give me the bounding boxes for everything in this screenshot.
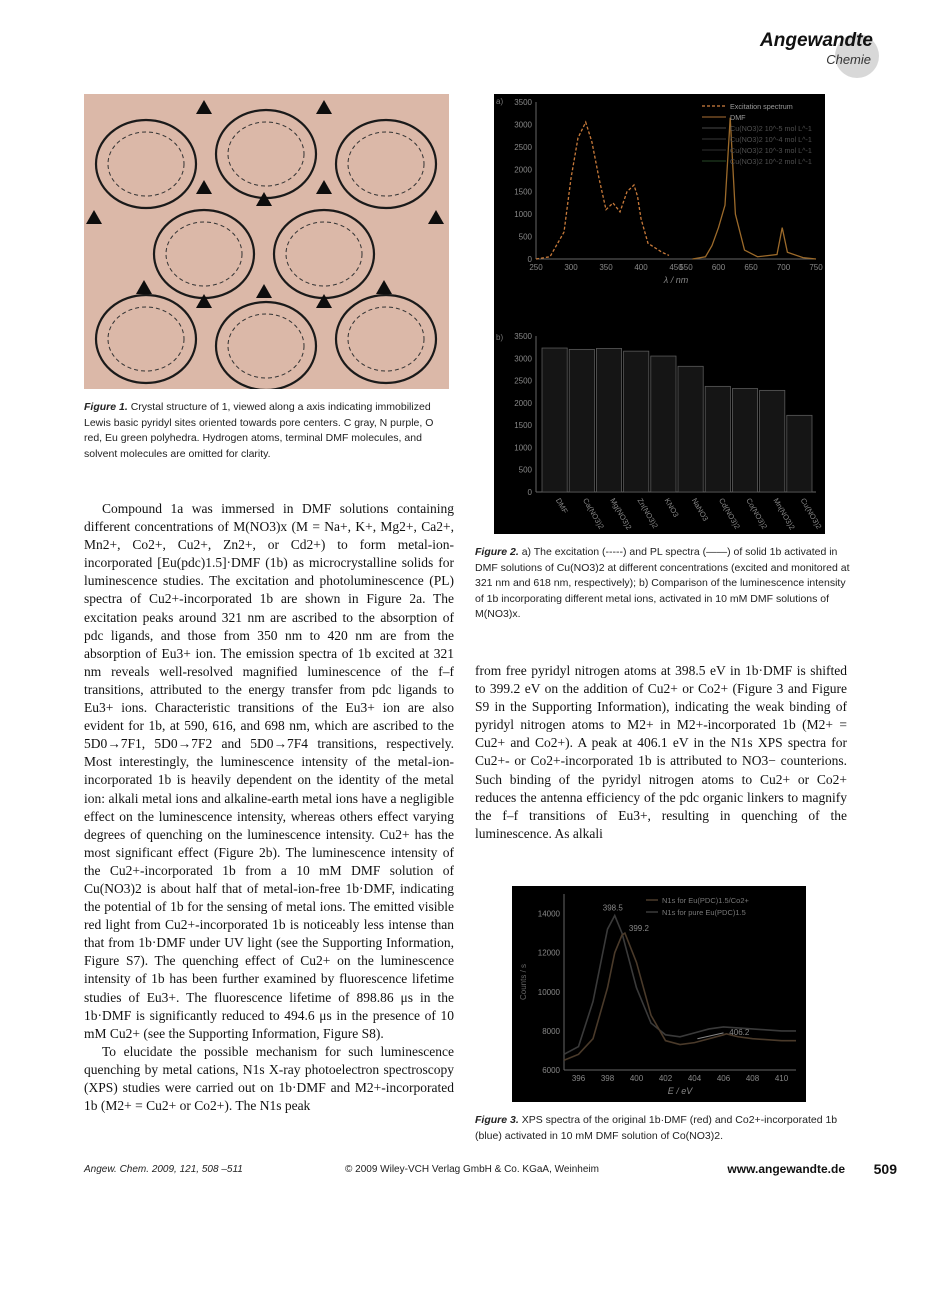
- fig3-y-tick-label: 6000: [542, 1066, 560, 1075]
- figure2-caption: [475, 545, 855, 623]
- fig3-x-tick-label: 398: [600, 1074, 615, 1083]
- fig3-x-tick-label: 404: [687, 1074, 702, 1083]
- fig2b-y-tick-label: 500: [518, 465, 532, 475]
- fig2b-y-tick-label: 3500: [514, 332, 532, 341]
- fig3-y-tick-label: 10000: [537, 987, 560, 997]
- fig2b-category-label: Ca(NO3)2: [581, 496, 606, 531]
- fig3-x-tick-label: 402: [658, 1074, 673, 1083]
- fig3-y-tick-label: 12000: [537, 948, 560, 958]
- fig3-y-tick-label: 8000: [542, 1026, 560, 1036]
- fig2a-x-tick-label: 250: [529, 263, 543, 272]
- fig2b-y-tick-label: 3000: [514, 354, 532, 364]
- fig2a-x-tick-label: 350: [599, 263, 613, 272]
- figure1-crystal-structure-image: [84, 94, 449, 389]
- fig2a-y-tick-label: 2000: [514, 165, 532, 175]
- figure2-svg: [494, 94, 825, 534]
- fig2b-y-tick-label: 1500: [514, 421, 532, 431]
- fig2a-x-tick-label: 700: [776, 263, 791, 272]
- fig2a-legend-entry: Cu(NO3)2 10^-5 mol L^-1: [730, 124, 812, 133]
- paragraph-compound-1a: Compound 1a was immersed in DMF solutions containing different concentrations of M(NO3)x (M = Na+, K+, Mg2+, Ca2+, Mn2+, Co2+, Cu2+, Zn2+, or Cd2+) to form metal-ion-incorporated [Eu(pdc)1.5]·DMF (1b) as microcrystalline solids for luminescence studies. The excitation and photoluminescence (PL) spectra of Cu2+-incorporated 1b are shown in Figure 2a. The excitation peaks around 321 nm are ascribed to the absorption of pdc ligands, and those from 350 nm to 420 nm are from the absorption of Eu3+ ion. The emission spectra of 1b excited at 321 nm reveals well-resolved magnified luminescence of the f–f transitions, attributed to the energy transfer from pdc ligands to Eu3+ ions. Characteristic transitions of the Eu3+ ion are also evident for 1b, at 590, 616, and 698 nm, which are ascribed to the 5D0→7F1, 5D0→7F2 and 5D0→7F4 transitions, respectively. Most interestingly, the luminescence intensity of the metal-ion-incorporated 1b is heavily dependent on the identity of the metal ion: alkali metal ions and alkaline-earth metal ions have a negligible effect on the luminescence intensity, whereas others effect varying degrees of quenching on the luminescence intensity. Cu2+ has the most significant effect (Figure 2b). The luminescence intensity of the Cu2+-incorporated 1b from a 10 mM DMF solution of Cu(NO3)2 is about half that of metal-ion-free 1b·DMF, indicating the potential of 1b for the sensing of metal ions. The emitted visible red light from Cu2+-incorporated 1b is noticeably less intense than that from 1b·DMF under UV light (see the Supporting Information, Figure S7). The quenching effect of Cu2+ on the luminescence intensity of 1b has been further examined by fluorescence lifetime studies of Eu3+. The fluorescence lifetime of 898.86 μs in the 1b·DMF is significantly reduced to 494.6 μs in the presence of 10 mM Cu2+ (see the Supporting Information, Figure S8).: [84, 501, 454, 1041]
- figure3-svg: [512, 886, 806, 1102]
- fig2a-y-tick-label: 1500: [514, 187, 532, 197]
- crystal-structure-graphic: [84, 94, 449, 389]
- fig2b-y-tick-label: 2500: [514, 376, 532, 386]
- fig2a-y-tick-label: 0: [527, 255, 532, 264]
- fig2b-bar: [678, 366, 703, 492]
- panel-a-label: a): [496, 97, 504, 106]
- fig2a-legend-entry: Cu(NO3)2 10^-4 mol L^-1: [730, 135, 812, 144]
- fig2a-y-tick-label: 500: [518, 232, 532, 242]
- fig3-annotation-398-5: 398.5: [602, 903, 623, 913]
- fig2a-legend-entry: DMF: [730, 113, 746, 122]
- fig3-y-tick-label: 14000: [537, 909, 560, 919]
- page-number: 509: [873, 1161, 897, 1177]
- figure2-chart: [494, 94, 825, 534]
- fig2b-category-label: Cd(NO3)2: [717, 496, 742, 531]
- fig3-x-axis-label: E / eV: [667, 1086, 693, 1096]
- fig3-x-tick-label: 408: [745, 1074, 760, 1083]
- figure1-label: Figure 1.: [84, 401, 128, 413]
- fig3-x-tick-label: 400: [629, 1074, 644, 1083]
- figure2-caption-text: a) The excitation (-----) and PL spectra (——) of solid 1b activated in DMF solutions of Cu(NO3)2 at different concentrations (excited and monitored at 321 nm and 618 nm, respectively); b) Comparison of the luminescence intensity of 1b incorporating different metal ions, activated in 10 mM DMF solutions of M(NO3)x.: [475, 546, 850, 620]
- fig2b-bar: [705, 386, 730, 492]
- figure3-caption: [475, 1113, 855, 1144]
- fig2b-category-label: Co(NO3)2: [744, 496, 770, 531]
- footer-citation: Angew. Chem. 2009, 121, 508 –511: [84, 1164, 243, 1175]
- fig2b-category-label: KNO3: [662, 496, 681, 519]
- figure1-caption-text: Crystal structure of 1, viewed along a axis indicating immobilized Lewis basic pyridyl sites oriented towards pore centers. C gray, N purple, O red, Eu green polyhedra. Hydrogen atoms, terminal DMF molecules, and solvent molecules are omitted for clarity.: [84, 401, 434, 460]
- pure-eu-pdc-xps-line: [564, 916, 796, 1055]
- fig2a-x-axis-label: λ / nm: [663, 275, 689, 285]
- fig2b-bar: [624, 351, 649, 492]
- fig2b-bar: [569, 349, 594, 492]
- fig2b-bar: [787, 415, 812, 492]
- fig2b-category-label: Mn(NO3)2: [771, 496, 797, 532]
- figure3-caption-text: XPS spectra of the original 1b·DMF (red) and Co2+-incorporated 1b (blue) activated in 10 mM DMF solution of Co(NO3)2.: [475, 1114, 838, 1142]
- fig2a-x-tick-label: 400: [634, 263, 648, 272]
- journal-name: Angewandte: [760, 30, 873, 51]
- footer-url[interactable]: www.angewandte.de: [727, 1162, 845, 1176]
- footer-copyright: © 2009 Wiley-VCH Verlag GmbH & Co. KGaA, Weinheim: [345, 1164, 599, 1175]
- fig2b-y-tick-label: 1000: [514, 443, 532, 453]
- left-column-text: [84, 500, 454, 1115]
- fig2a-x-tick-label: 550: [679, 263, 693, 272]
- fig2b-category-label: Mg(NO3)2: [608, 496, 634, 532]
- fig2a-y-tick-label: 1000: [514, 210, 532, 220]
- fig2b-bar: [732, 389, 757, 492]
- journal-subname: Chemie: [826, 52, 871, 67]
- fig3-legend-entry: N1s for pure Eu(PDC)1.5: [662, 908, 746, 917]
- journal-logo: [760, 30, 897, 80]
- fig2a-x-tick-label: 450: [669, 263, 683, 272]
- fig2b-category-label: Zn(NO3)2: [635, 496, 660, 530]
- fig2b-bar: [651, 356, 676, 492]
- fig2b-bar: [596, 348, 621, 492]
- fig2b-category-label: Cu(NO3)2: [798, 496, 824, 531]
- fig2a-x-tick-label: 650: [744, 263, 758, 272]
- fig2b-bar: [760, 390, 785, 492]
- fig2a-legend-entry: Cu(NO3)2 10^-2 mol L^-1: [730, 157, 812, 166]
- paragraph-pyridyl-shift: from free pyridyl nitrogen atoms at 398.5 eV in 1b·DMF is shifted to 399.2 eV on the addition of Cu2+ or Co2+ (Figure 3 and Figure S9 in the Supporting Information), indicating the weak binding of pyridyl nitrogen atoms to M2+ in M2+-incorporated 1b (M2+ = Cu2+ and Co2+). A peak at 406.1 eV in the N1s XPS spectra for Cu2+- or Co2+-incorporated 1b is attributed to NO3− counterions. Such binding of the pyridyl nitrogen atoms to Cu2+ or Co2+ reduces the antenna efficiency of the pdc organic linkers to magnify the f–f transitions of Eu3+, resulting in quenching of the luminescence. As alkali: [475, 663, 847, 841]
- fig3-y-axis-label: Counts / s: [519, 963, 528, 1001]
- right-column-text: [475, 662, 847, 843]
- figure3-chart: [512, 886, 806, 1102]
- fig3-x-tick-label: 410: [774, 1074, 789, 1083]
- fig2b-y-tick-label: 0: [527, 488, 532, 497]
- fig2a-y-tick-label: 3500: [514, 98, 532, 107]
- co-incorporated-xps-line: [564, 933, 796, 1060]
- fig3-x-tick-label: 396: [571, 1074, 586, 1083]
- fig2a-legend-entry: Excitation spectrum: [730, 102, 793, 111]
- fig2a-y-tick-label: 2500: [514, 142, 532, 152]
- fig3-x-tick-label: 406: [716, 1074, 731, 1083]
- fig3-annotation-399-2: 399.2: [628, 924, 649, 934]
- fig3-annotation-406-2: 406.2: [729, 1027, 750, 1037]
- fig2a-x-tick-label: 300: [564, 263, 578, 272]
- excitation-spectrum-line: [536, 122, 669, 259]
- fig2a-x-tick-label: 750: [809, 263, 823, 272]
- paragraph-xps-mechanism: To elucidate the possible mechanism for such luminescence quenching by metal cations, N1s X-ray photoelectron spectroscopy (XPS) studies were carried out on 1b·DMF and M2+-incorporated 1b (M2+ = Cu2+ or Co2+). The N1s peak: [84, 1043, 454, 1114]
- fig2a-legend-entry: Cu(NO3)2 10^-3 mol L^-1: [730, 146, 812, 155]
- panel-b-label: b): [496, 333, 504, 342]
- figure3-label: Figure 3.: [475, 1114, 519, 1126]
- fig2a-x-tick-label: 600: [711, 263, 726, 272]
- fig3-legend-entry: N1s for Eu(PDC)1.5/Co2+: [662, 896, 749, 905]
- fig2b-category-label: DMF: [553, 496, 570, 516]
- fig2b-y-tick-label: 2000: [514, 398, 532, 408]
- fig2b-category-label: NaNO3: [689, 496, 711, 523]
- fig2a-y-tick-label: 3000: [514, 120, 532, 130]
- figure1-caption: [84, 400, 452, 462]
- figure2-label: Figure 2.: [475, 546, 519, 558]
- fig2b-bar: [542, 348, 567, 492]
